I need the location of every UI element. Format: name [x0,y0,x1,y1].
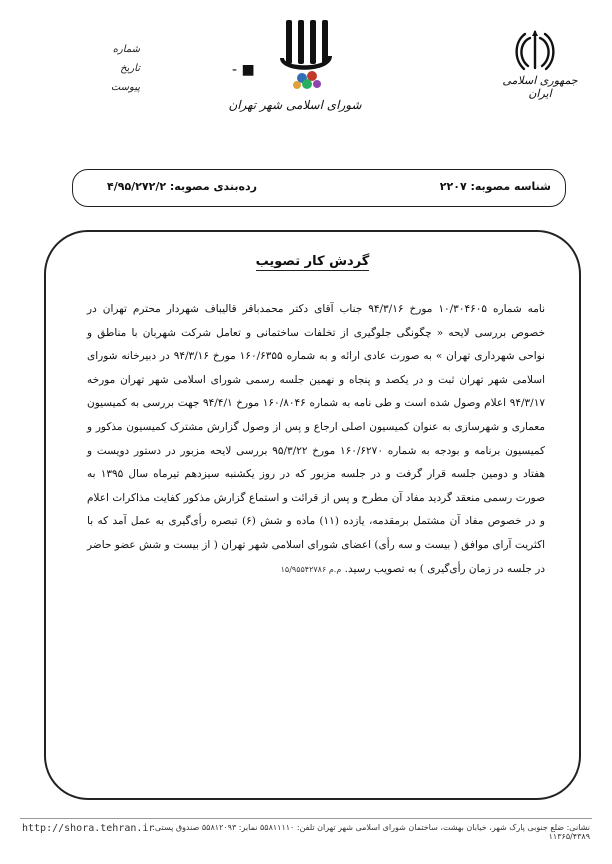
meta-attachment-label: پیوست [110,82,140,93]
resolution-number: شناسه مصوبه: ۲۲۰۷ [439,180,551,193]
council-logo-icon [240,18,350,90]
emblem-caption: جمهوری اسلامی ایران [502,74,578,100]
footer-url[interactable]: http://shora.tehran.ir [22,823,155,834]
approval-workflow-frame [44,230,581,800]
council-name: شورای اسلامی شهر تهران [228,98,362,112]
dash-mark: - ■ [232,62,255,78]
body-text-block [87,298,545,581]
frame-title-text: گردش کار تصویب [255,254,370,269]
signature-mark: م.م ۱۵/۹۵۵۴۲۷۸۶ [280,564,342,574]
frame-title [46,254,579,271]
body-paragraph: نامه شماره ۱۰/۳۰۴۶۰۵ مورخ ۹۴/۳/۱۶ جناب آقای دکتر محمدباقر قالیباف شهردار محترم تهران در خصوص بررسی لایحه « چگونگی جلوگیری از تخلفات ساختمانی و تعامل شرکت شهربان با مناطق و نواحی شهرداری تهران » به صورت عادی ارائه و به شماره ۱۶۰/۶۳۵۵ مورخ ۹۴/۳/۱۶ در دبیرخانه شورای اسلامی شهر تهران ثبت و در یکصد و پنجاه و نهمین جلسه رسمی شورای اسلامی شهر تهران مورخه ۹۴/۳/۱۷ اعلام وصول شده است و طی نامه به شماره ۱۶۰/۸۰۴۶ مورخ ۹۴/۴/۱ جهت بررسی به کمیسیون معماری و شهرسازی به عنوان کمیسیون اصلی ارجاع و پس از وصول گزارش مشترک کمیسیون مذکور و کمیسیون برنامه و بودجه به شماره ۱۶۰/۶۲۷۰ مورخ ۹۵/۳/۲۲ بررسی لایحه مزبور در دستور دویست و هفتاد و دومین جلسه قرار گرفت و در جلسه مزبور که در روز یکشنبه سیزدهم تیرماه سال ۱۳۹۵ به صورت رسمی منعقد گردید مفاد آن مطرح و پس از قرائت و استماع گزارش مذکور کفایت مذاکرات اعلام و در خصوص مفاد آن مشتمل برمقدمه، یازده (۱۱) ماده و شش (۶) تبصره رأی‌گیری به عمل آمد که با اکثریت آرای موافق ( بیست و سه رأی) اعضای شورای اسلامی شهر تهران ( از بیست و شش عضو حاضر در جلسه در زمان رأی‌گیری ) به تصویب رسید. [87,303,546,575]
iran-emblem-icon [512,28,558,72]
resolution-bar [72,169,566,207]
footer-address: نشانی: ضلع جنوبی پارک شهر، خیابان بهشت، ساختمان شورای اسلامی شهر تهران تلفن: ۵۵۸۱۱۱۱۰ نمابر: ۵۵۸۱۲۰۹۳ صندوق پستی: ۱۱۳۶۵/۴۳۸۹ [152,823,590,841]
meta-number-label: شماره [112,44,140,55]
meta-fields [100,40,140,97]
meta-date-label: تاریخ [120,63,140,74]
footer-divider [20,818,592,819]
resolution-classification: رده‌بندی مصوبه: ۴/۹۵/۲۷۲/۲ [107,180,257,193]
